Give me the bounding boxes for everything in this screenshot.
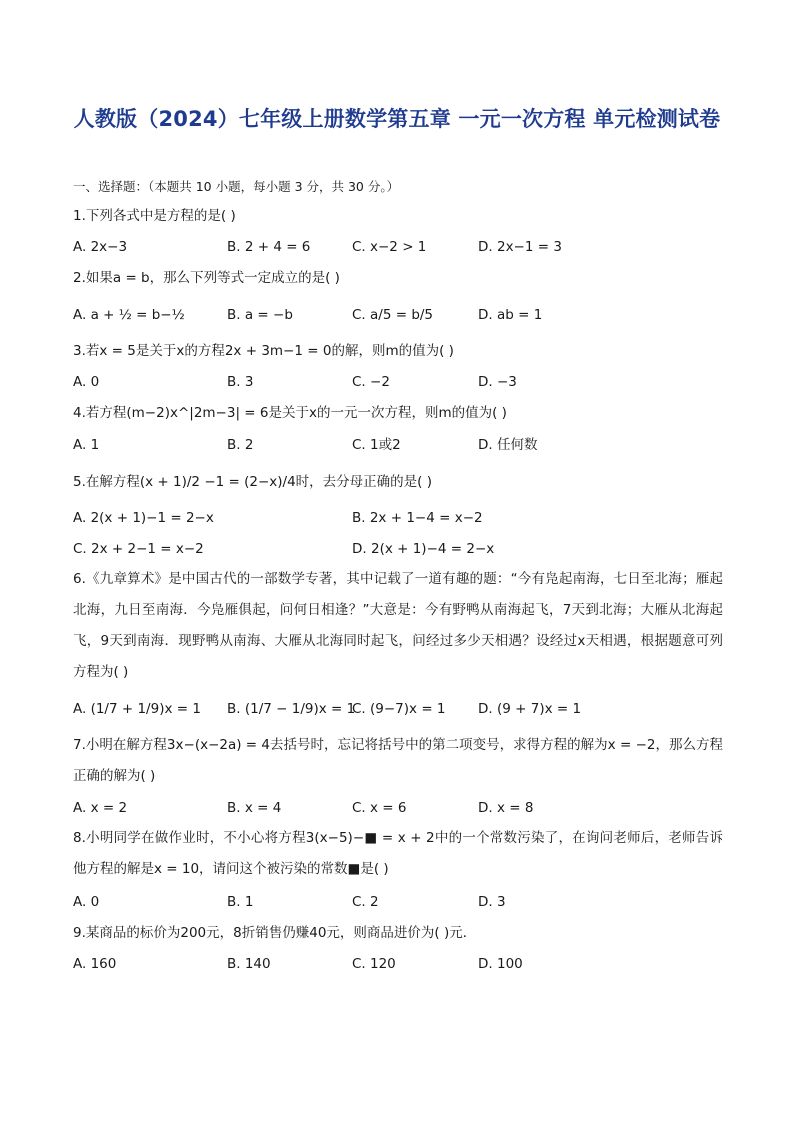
option-b: B. 2x + 1−4 = x−2 [352,510,483,526]
question-stem: 2.如果a = b，那么下列等式一定成立的是( ) [73,270,340,286]
option-a: A. 0 [73,374,100,390]
question-stem: 8.小明同学在做作业时，不小心将方程3(x−5)−■ = x + 2中的一个常数污染了，在询问老师后，老师告诉他方程的解是x = 10，请问这个被污染的常数■是( ) [73,830,723,877]
option-c: C. −2 [352,374,390,390]
question-stem: 7.小明在解方程3x−(x−2a) = 4去括号时，忘记将括号中的第二项变号，求得方程的解为x = −2，那么方程正确的解为( ) [73,737,723,784]
question-stem: 9.某商品的标价为200元，8折销售仍赚40元，则商品进价为( )元． [73,925,477,941]
option-b: B. (1/7 − 1/9)x = 1 [227,701,356,717]
option-d: D. 3 [478,894,506,910]
option-c: C. 120 [352,956,396,972]
question-stem: 5.在解方程(x + 1)/2 −1 = (2−x)/4时，去分母正确的是( ) [73,474,432,490]
option-d: D. 2x−1 = 3 [478,239,562,255]
option-d: D. −3 [478,374,517,390]
option-c: C. 2x + 2−1 = x−2 [73,541,204,557]
option-a: A. 2(x + 1)−1 = 2−x [73,510,214,526]
option-a: A. 0 [73,894,100,910]
option-c: C. 1或2 [352,437,401,453]
option-a: A. x = 2 [73,800,128,816]
option-b: B. 1 [227,894,254,910]
option-d: D. x = 8 [478,800,534,816]
question-stem: 3.若x = 5是关于x的方程2x + 3m−1 = 0的解，则m的值为( ) [73,343,454,359]
option-d: D. 2(x + 1)−4 = 2−x [352,541,495,557]
question-stem: 6.《九章算术》是中国古代的一部数学专著，其中记载了一道有趣的题：“今有凫起南海，七日至北海；雁起北海，九日至南海．今凫雁俱起，问何日相逢？”大意是：今有野鸭从南海起飞，7天到北海；大雁从北海起飞，9天到南海．现野鸭从南海、大雁从北海同时起飞，问经过多少天相遇？设经过x天相遇，根据题意可列方程为( ) [73,571,723,680]
option-a: A. (1/7 + 1/9)x = 1 [73,701,201,717]
option-a: A. 2x−3 [73,239,128,255]
option-b: B. x = 4 [227,800,282,816]
option-a: A. 1 [73,437,100,453]
option-b: B. 2 [227,437,254,453]
section-heading: 一、选择题：（本题共 10 小题，每小题 3 分，共 30 分。） [73,179,400,194]
option-a: A. 160 [73,956,117,972]
question-stem: 1.下列各式中是方程的是( ) [73,208,236,224]
option-c: C. (9−7)x = 1 [352,701,446,717]
option-d: D. 任何数 [478,437,538,453]
option-d: D. (9 + 7)x = 1 [478,701,582,717]
option-b: B. 3 [227,374,254,390]
option-d: D. 100 [478,956,523,972]
page-title: 人教版（2024）七年级上册数学第五章 一元一次方程 单元检测试卷 [73,107,721,131]
option-b: B. 140 [227,956,271,972]
option-b: B. 2 + 4 = 6 [227,239,311,255]
option-b: B. a = −b [227,307,293,323]
option-a: A. a + ½ = b−½ [73,307,185,323]
option-c: C. a/5 = b/5 [352,307,434,323]
option-c: C. x = 6 [352,800,407,816]
option-d: D. ab = 1 [478,307,543,323]
question-stem: 4.若方程(m−2)x^|2m−3| = 6是关于x的一元一次方程，则m的值为( ) [73,405,507,421]
option-c: C. x−2 > 1 [352,239,427,255]
option-c: C. 2 [352,894,379,910]
